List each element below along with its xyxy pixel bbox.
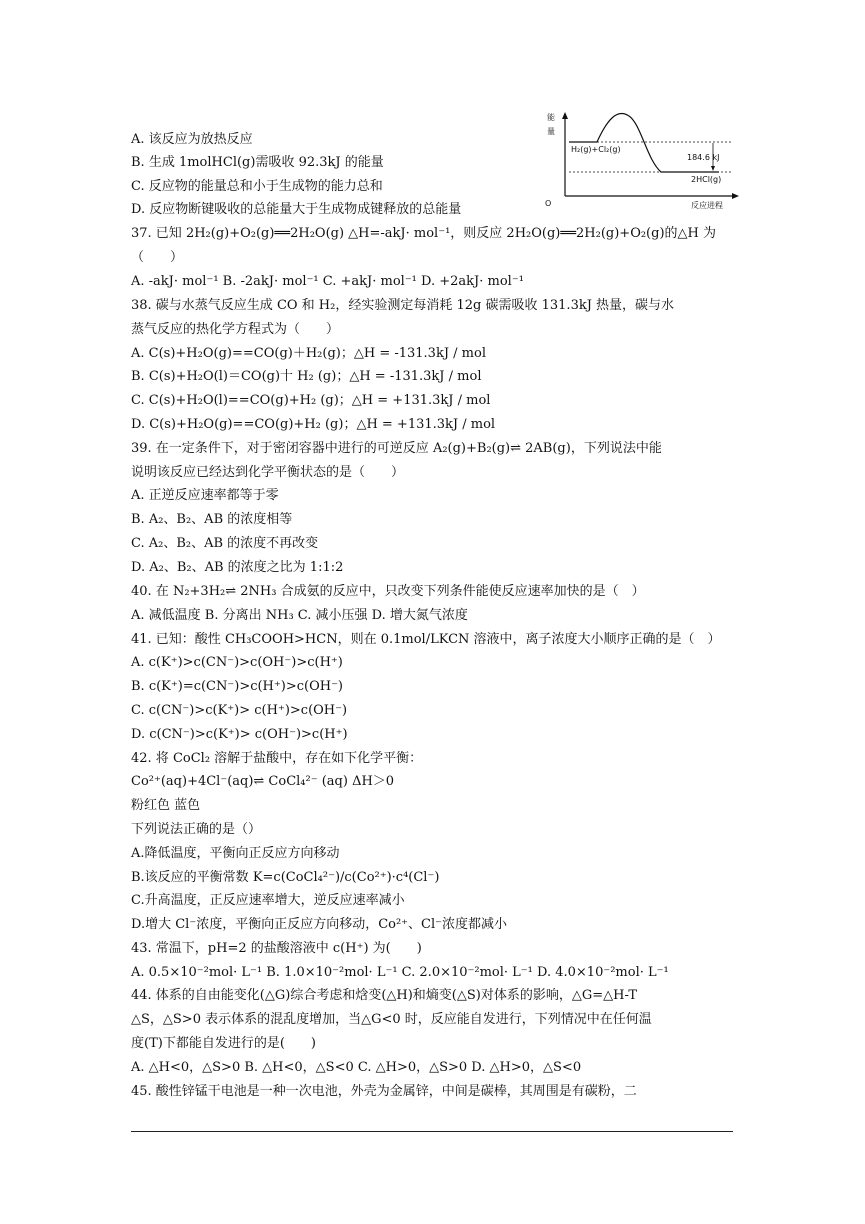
question-line: D. A₂、B₂、AB 的浓度之比为 1:1:2 [131, 560, 344, 575]
question-line: A. -akJ· mol⁻¹ B. -2akJ· mol⁻¹ C. +akJ· mol⁻¹ D. +2akJ· mol⁻¹ [131, 274, 524, 289]
energy-diagram-svg [541, 110, 741, 210]
question-line: 45. 酸性锌锰干电池是一种一次电池，外壳为金属锌，中间是碳棒，其周围是有碳粉，二 [131, 1084, 637, 1099]
question-line: Co²⁺(aq)+4Cl⁻(aq)⇌ CoCl₄²⁻ (aq) ΔH＞0 [131, 774, 395, 789]
question-line: 38. 碳与水蒸气反应生成 CO 和 H₂，经实验测定每消耗 12g 碳需吸收 131.3kJ 热量，碳与水 [131, 298, 675, 313]
question-line: C. 反应物的能量总和小于生成物的能力总和 [131, 179, 383, 194]
question-line: B.该反应的平衡常数 K=c(CoCl₄²⁻)/c(Co²⁺)·c⁴(Cl⁻) [131, 870, 440, 885]
question-line: D. c(CN⁻)>c(K⁺)> c(OH⁻)>c(H⁺) [131, 727, 348, 742]
question-line: C. A₂、B₂、AB 的浓度不再改变 [131, 536, 319, 551]
question-line: A.降低温度，平衡向正反应方向移动 [131, 846, 340, 861]
question-line: D.增大 Cl⁻浓度，平衡向正反应方向移动，Co²⁺、Cl⁻浓度都减小 [131, 917, 508, 932]
delta-label: 184.6 kJ [687, 153, 720, 162]
question-line: 44. 体系的自由能变化(△G)综合考虑和焓变(△H)和熵变(△S)对体系的影响，△G=△H-T [131, 988, 638, 1003]
question-line: A. △H<0，△S>0 B. △H<0，△S<0 C. △H>0，△S>0 D. △H>0，△S<0 [131, 1060, 582, 1075]
question-line: C. c(CN⁻)>c(K⁺)> c(H⁺)>c(OH⁻) [131, 703, 348, 718]
origin-label: O [545, 199, 552, 208]
question-line: A. 正逆反应速率都等于零 [131, 488, 279, 503]
question-line: B. c(K⁺)=c(CN⁻)>c(H⁺)>c(OH⁻) [131, 679, 344, 694]
question-line: △S，△S>0 表示体系的混乱度增加，当△G<0 时，反应能自发进行，下列情况中在任何温 [131, 1012, 652, 1027]
products-label: 2HCl(g) [691, 175, 722, 184]
question-line: 下列说法正确的是（） [131, 822, 262, 837]
question-line: D. C(s)+H₂O(g)==CO(g)+H₂ (g)；△H = +131.3kJ / mol [131, 417, 496, 432]
energy-diagram [541, 110, 741, 210]
question-line: B. A₂、B₂、AB 的浓度相等 [131, 512, 293, 527]
question-line: A. 该反应为放热反应 [131, 132, 253, 147]
question-line: 蒸气反应的热化学方程式为（ ） [131, 322, 340, 337]
question-line: A. 0.5×10⁻²mol· L⁻¹ B. 1.0×10⁻²mol· L⁻¹ C. 2.0×10⁻²mol· L⁻¹ D. 4.0×10⁻²mol· L⁻¹ [131, 965, 669, 980]
question-line: 37. 已知 2H₂(g)+O₂(g)══2H₂O(g) △H=-akJ· mol⁻¹，则反应 2H₂O(g)══2H₂(g)+O₂(g)的△H 为 [131, 226, 716, 241]
question-line: （ ） [131, 250, 184, 265]
question-line: 41. 已知：酸性 CH₃COOH>HCN，则在 0.1mol/LKCN 溶液中，离子浓度大小顺序正确的是（ ） [131, 632, 721, 647]
question-line: D. 反应物断键吸收的总能量大于生成物成键释放的总能量 [131, 202, 462, 217]
reactants-label: H₂(g)+Cl₂(g) [571, 145, 621, 154]
question-line: 粉红色 蓝色 [131, 798, 201, 813]
y-axis-label-2: 量 [547, 127, 555, 136]
question-line: C. C(s)+H₂O(l)==CO(g)+H₂ (g)；△H = +131.3kJ / mol [131, 393, 491, 408]
question-line: C.升高温度，正反应速率增大，逆反应速率减小 [131, 893, 405, 908]
question-line: 39. 在一定条件下，对于密闭容器中进行的可逆反应 A₂(g)+B₂(g)⇌ 2AB(g)，下列说法中能 [131, 441, 662, 456]
question-line: A. c(K⁺)>c(CN⁻)>c(OH⁻)>c(H⁺) [131, 655, 343, 670]
question-line: A. C(s)+H₂O(g)==CO(g)＋H₂(g)；△H = -131.3kJ / mol [131, 346, 486, 361]
question-line: 度(T)下都能自发进行的是( ) [131, 1036, 316, 1051]
question-line: A. 减低温度 B. 分离出 NH₃ C. 减小压强 D. 增大氮气浓度 [131, 608, 468, 623]
question-line: 说明该反应已经达到化学平衡状态的是（ ） [131, 465, 405, 480]
question-line: B. 生成 1molHCl(g)需吸收 92.3kJ 的能量 [131, 155, 384, 170]
footer-rule [131, 1131, 733, 1132]
question-line: 43. 常温下，pH=2 的盐酸溶液中 c(H⁺) 为( ) [131, 941, 422, 956]
question-line: 42. 将 CoCl₂ 溶解于盐酸中，存在如下化学平衡： [131, 751, 423, 766]
y-axis-label-1: 能 [547, 113, 555, 122]
x-axis-label: 反应进程 [691, 201, 723, 210]
question-line: B. C(s)+H₂O(l)＝CO(g)十 H₂ (g)；△H = -131.3kJ / mol [131, 369, 482, 384]
question-line: 40. 在 N₂+3H₂⇌ 2NH₃ 合成氨的反应中，只改变下列条件能使反应速率加快的是（ ） [131, 584, 645, 599]
